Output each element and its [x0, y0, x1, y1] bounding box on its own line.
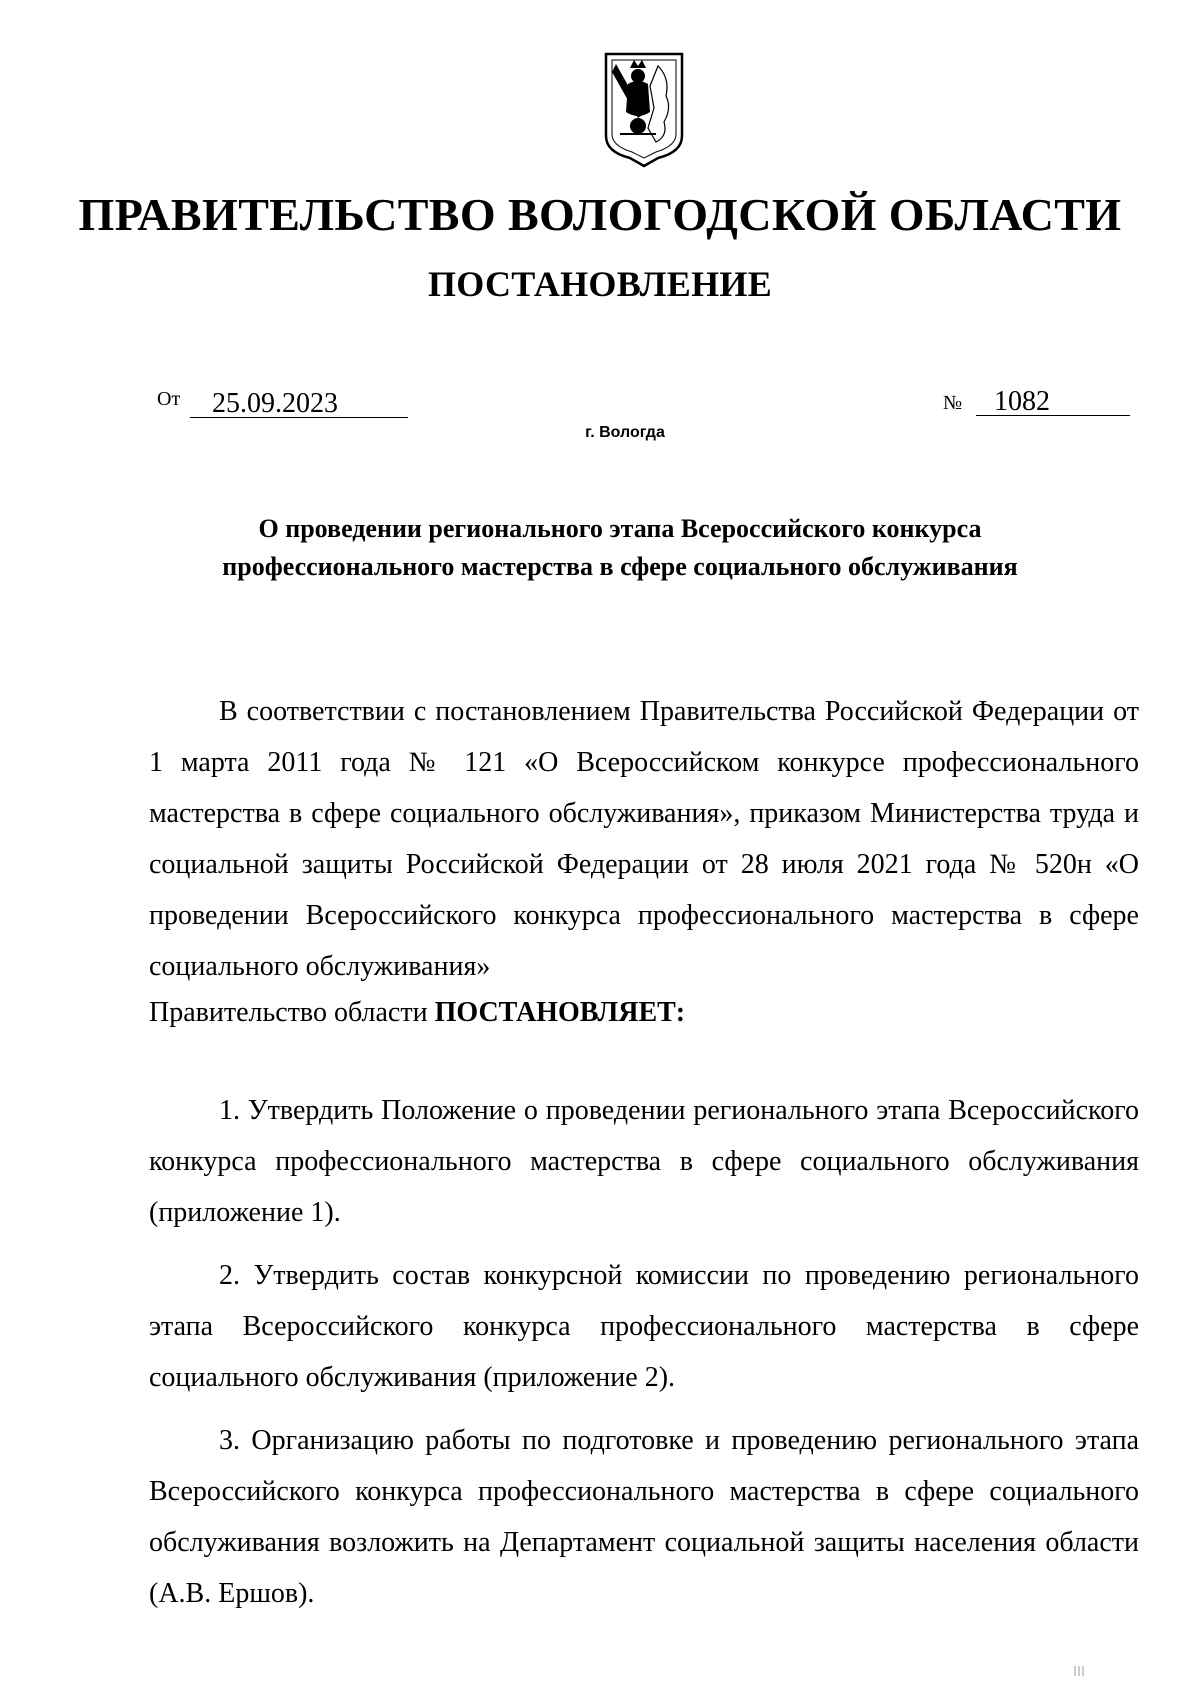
vologda-coat-of-arms-icon	[598, 48, 690, 170]
date-label: От	[157, 388, 181, 410]
organization-title: ПРАВИТЕЛЬСТВО ВОЛОГОДСКОЙ ОБЛАСТИ	[78, 189, 1122, 240]
document-number: 1082	[976, 386, 1130, 416]
decree-item: 2. Утвердить состав конкурсной комиссии по проведению регионального этапа Всероссийского конкурса профессионального мастерства в сфере социального обслуживания (приложение 2).	[149, 1260, 1139, 1393]
document-date: 25.09.2023	[190, 388, 408, 418]
decree-item: 1. Утвердить Положение о проведении регионального этапа Всероссийского конкурса профессионального мастерства в сфере социального обслуживания (приложение 1).	[149, 1095, 1139, 1228]
preamble-paragraph: В соответствии с постановлением Правительства Российской Федерации от 1 марта 2011 года № 121 «О Всероссийском конкурсе профессионального мастерства в сфере социального обслуживания», приказом Министерства труда и социальной защиты Российской Федерации от 28 июля 2021 года № 520н «О проведении Всероссийского конкурса профессионального мастерства в сфере социального обслуживания»	[149, 696, 1139, 982]
decree-items	[149, 1085, 1139, 1619]
decree-line	[149, 987, 1139, 1038]
scan-artifact	[1073, 1664, 1089, 1678]
decree-word: ПОСТАНОВЛЯЕТ:	[434, 997, 686, 1028]
preamble-block	[149, 686, 1139, 992]
city-label: г. Вологда	[585, 424, 665, 441]
number-label: №	[943, 392, 963, 414]
decree-prefix: Правительство области	[149, 997, 435, 1028]
document-subject: О проведении регионального этапа Всероссийского конкурса профессионального мастерства в сфере социального обслуживания	[222, 514, 1018, 581]
decree-item: 3. Организацию работы по подготовке и проведению регионального этапа Всероссийского конкурса профессионального мастерства в сфере социального обслуживания возложить на Департамент социальной защиты населения области (А.В. Ершов).	[149, 1425, 1139, 1609]
document-type: ПОСТАНОВЛЕНИЕ	[427, 264, 773, 304]
